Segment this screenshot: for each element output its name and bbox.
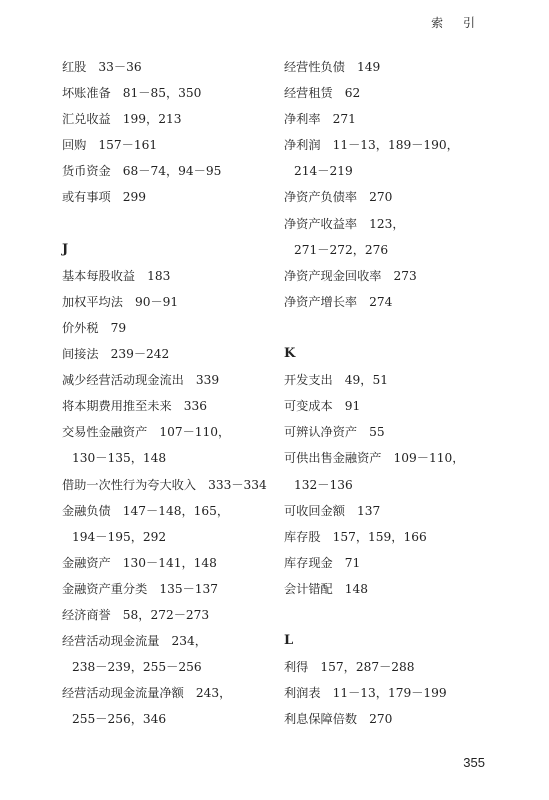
index-pages: 49，51 [344, 373, 388, 388]
index-entry [62, 498, 292, 524]
index-entry [284, 576, 514, 602]
index-term: 开发支出 [284, 373, 333, 388]
index-term: 经营性负债 [284, 60, 345, 74]
index-term: 回购 [62, 138, 87, 153]
index-term: 利润表 [284, 686, 321, 701]
index-entry [62, 602, 292, 628]
index-entry [284, 289, 514, 315]
index-entry-continuation [284, 158, 514, 184]
index-pages: 243， [195, 686, 232, 701]
index-term: 金融资产重分类 [62, 581, 148, 596]
index-entry [284, 80, 514, 106]
index-term: 金融负债 [62, 503, 111, 518]
index-entry [284, 706, 514, 732]
index-entry-continuation [62, 706, 292, 732]
index-entry [62, 158, 292, 184]
index-pages: 239－242 [110, 347, 170, 362]
index-pages: 109－110， [393, 451, 465, 466]
index-pages: 71 [344, 555, 361, 570]
index-term: 或有事项 [62, 190, 111, 205]
index-entry [62, 367, 292, 393]
index-term: 净资产现金回收率 [284, 268, 382, 283]
index-entry [62, 419, 292, 445]
index-pages: 194－195，292 [72, 529, 167, 544]
index-entry [62, 263, 292, 289]
index-entry [62, 289, 292, 315]
index-pages: 149 [356, 60, 381, 74]
running-header: 索 引 [431, 16, 483, 30]
index-entry-continuation [284, 237, 514, 263]
index-entry [284, 367, 514, 393]
page-number: 355 [463, 755, 485, 770]
index-entry [284, 680, 514, 706]
index-pages: 270 [369, 190, 393, 205]
index-pages: 91 [344, 399, 361, 414]
index-term: 净资产增长率 [284, 294, 358, 309]
index-pages: 271 [332, 112, 356, 127]
index-pages: 137 [356, 503, 381, 518]
index-pages: 274 [369, 294, 393, 309]
index-pages: 90－91 [134, 294, 179, 309]
index-entry [62, 393, 292, 419]
section-letter: J [62, 241, 69, 257]
index-term: 利息保障倍数 [284, 712, 358, 727]
index-pages: 234， [171, 634, 207, 649]
section-letter: K [284, 346, 296, 362]
section-spacer [284, 315, 514, 341]
index-entry [284, 393, 514, 419]
index-entry [284, 550, 514, 576]
index-pages: 183 [147, 268, 171, 283]
index-column-left [62, 54, 292, 732]
index-term: 库存现金 [284, 555, 333, 570]
index-entry [62, 315, 292, 341]
index-term: 借助一次性行为夸大收入 [62, 477, 197, 492]
index-pages: 58，272－273 [122, 607, 210, 622]
index-pages: 273 [393, 268, 417, 283]
index-pages: 157－161 [98, 138, 158, 153]
index-pages: 11－13，179－199 [332, 686, 447, 701]
index-entry [62, 576, 292, 602]
index-pages: 255－256，346 [72, 712, 167, 727]
index-term: 可收回金额 [284, 503, 345, 518]
index-pages: 130－141，148 [122, 555, 217, 570]
index-pages: 157，287－288 [320, 660, 415, 675]
index-term: 库存股 [284, 529, 321, 544]
section-letter: L [284, 633, 294, 649]
index-pages: 214－219 [294, 164, 353, 179]
index-entry [284, 106, 514, 132]
index-term: 经营活动现金流量净额 [62, 686, 184, 701]
index-pages: 135－137 [159, 581, 219, 596]
index-entry [284, 498, 514, 524]
index-term: 利得 [284, 660, 309, 675]
index-term: 金融资产 [62, 555, 111, 570]
index-term: 净资产收益率 [284, 216, 358, 231]
index-term: 货币资金 [62, 164, 111, 179]
index-entry [284, 419, 514, 445]
index-entry [62, 132, 292, 158]
index-pages: 81－85，350 [122, 86, 202, 101]
index-entry-continuation [62, 524, 292, 550]
index-entry [284, 524, 514, 550]
index-pages: 55 [369, 425, 385, 440]
index-term: 汇兑收益 [62, 112, 111, 127]
index-term: 可供出售金融资产 [284, 451, 382, 466]
index-term: 价外税 [62, 320, 99, 335]
index-pages: 299 [122, 190, 147, 205]
index-pages: 132－136 [294, 477, 353, 492]
index-term: 会计错配 [284, 581, 333, 596]
index-term: 基本每股收益 [62, 268, 136, 283]
index-term: 可辨认净资产 [284, 425, 358, 440]
index-pages: 336 [183, 399, 207, 414]
index-term: 经营活动现金流量 [62, 634, 160, 649]
index-pages: 333－334 [208, 477, 267, 492]
index-pages: 107－110， [159, 425, 231, 440]
index-entry [62, 550, 292, 576]
index-entry [284, 654, 514, 680]
index-term: 加权平均法 [62, 294, 123, 309]
index-column-right [284, 54, 514, 732]
index-pages: 157，159，166 [332, 529, 427, 544]
index-pages: 339 [195, 373, 220, 388]
index-pages: 79 [110, 320, 127, 335]
index-entry [284, 211, 514, 237]
index-term: 减少经营活动现金流出 [62, 373, 184, 388]
index-pages: 147－148，165， [122, 503, 230, 518]
section-spacer [284, 602, 514, 628]
index-pages: 123， [369, 216, 405, 231]
index-entry [62, 472, 292, 498]
index-entry [284, 132, 514, 158]
index-pages: 271－272，276 [294, 242, 389, 257]
index-entry [284, 54, 514, 80]
index-entry-continuation [284, 472, 514, 498]
index-pages: 270 [369, 712, 393, 727]
index-term: 经营租赁 [284, 86, 333, 101]
index-pages: 33－36 [98, 60, 142, 74]
index-entry [284, 184, 514, 210]
index-entry [62, 184, 292, 210]
index-pages: 11－13，189－190， [332, 138, 459, 153]
index-entry [284, 263, 514, 289]
index-term: 坏账准备 [62, 86, 111, 101]
index-entry [62, 680, 292, 706]
index-term: 净利率 [284, 112, 321, 127]
section-spacer [62, 211, 292, 237]
index-entry [62, 341, 292, 367]
index-pages: 130－135，148 [72, 451, 167, 466]
index-entry [62, 54, 292, 80]
index-term: 交易性金融资产 [62, 425, 148, 440]
index-pages: 62 [344, 86, 361, 101]
index-entry [62, 80, 292, 106]
index-term: 净利润 [284, 138, 321, 153]
index-term: 间接法 [62, 347, 99, 362]
index-entry-continuation [62, 445, 292, 471]
index-pages: 148 [344, 581, 369, 596]
index-term: 净资产负债率 [284, 190, 358, 205]
index-term: 红股 [62, 60, 87, 74]
index-pages: 68－74，94－95 [122, 164, 222, 179]
index-term: 将本期费用推至未来 [62, 399, 172, 414]
index-term: 可变成本 [284, 399, 333, 414]
index-pages: 238－239，255－256 [72, 660, 202, 675]
index-entry [62, 628, 292, 654]
index-pages: 199，213 [122, 112, 182, 127]
index-term: 经济商誉 [62, 607, 111, 622]
index-entry [62, 106, 292, 132]
index-entry-continuation [62, 654, 292, 680]
index-entry [284, 445, 514, 471]
